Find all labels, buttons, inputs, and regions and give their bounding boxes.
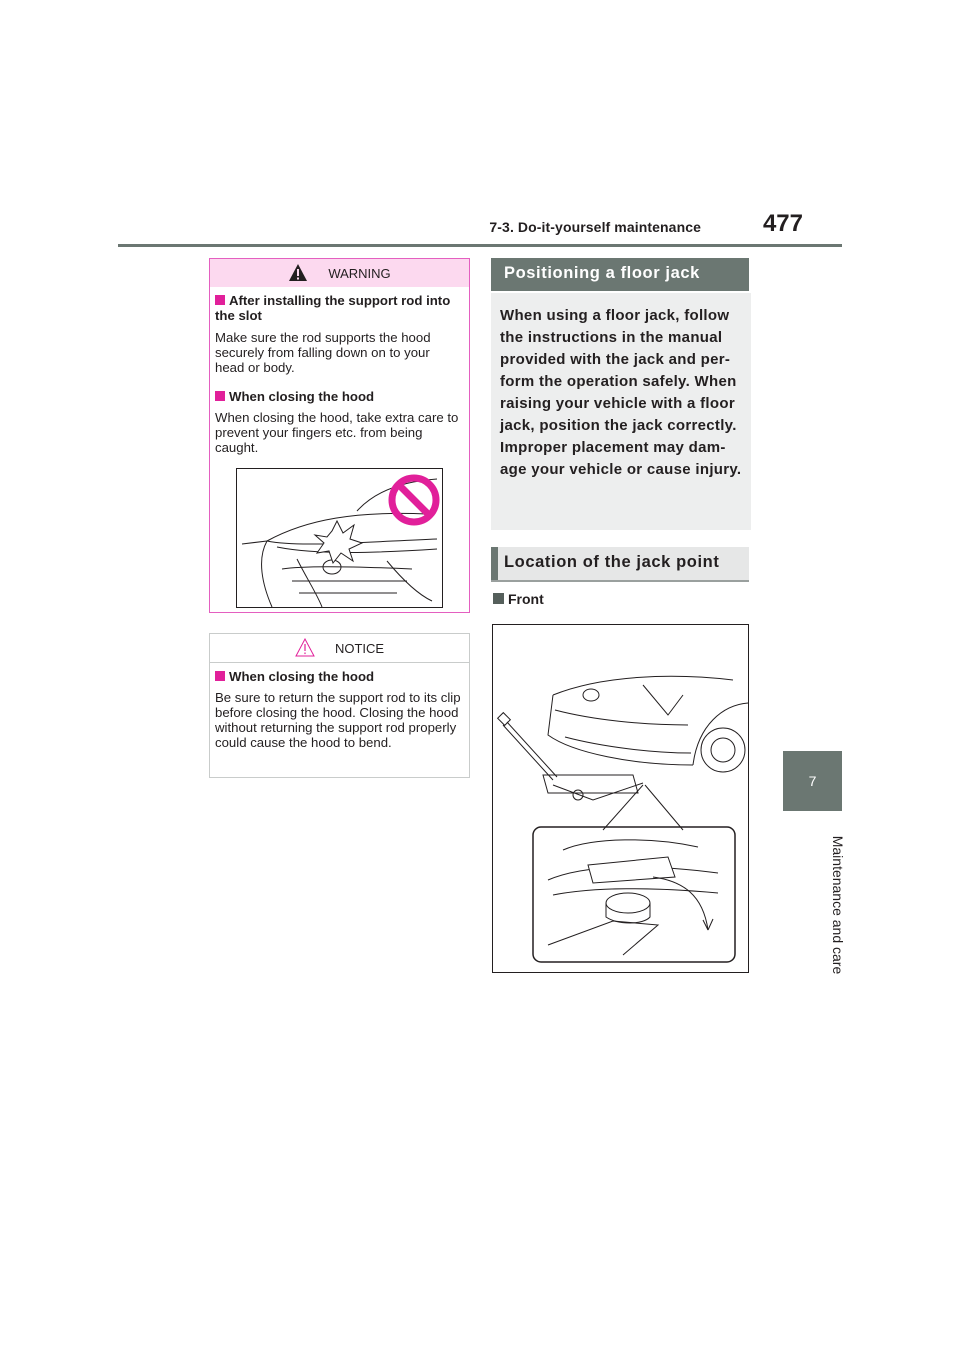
jack-point-heading: Location of the jack point — [504, 553, 720, 571]
caution-triangle-icon — [295, 638, 315, 658]
bullet-square-icon — [215, 295, 225, 305]
chapter-title: Maintenance and care — [830, 835, 846, 975]
notice-label: NOTICE — [334, 640, 385, 656]
header-divider — [118, 244, 842, 247]
heading-stripe — [491, 547, 498, 580]
warning-item-heading: When closing the hood — [215, 389, 460, 404]
warning-label: WARNING — [328, 265, 391, 281]
warning-item-heading: After installing the support rod into the slot — [215, 293, 451, 323]
hood-closing-illustration — [236, 468, 443, 608]
bullet-square-icon — [215, 391, 225, 401]
jack-point-heading-bar — [491, 547, 749, 582]
positioning-intro: When using a floor jack, follow the instructions in the manual provided with the jack and per-form the operation safely. When raising your vehicle with a floor jack, position the jack correctly. Improper placement may dam-age your vehicle or cause injury. — [500, 307, 742, 478]
warning-header — [210, 259, 469, 287]
notice-header — [210, 634, 469, 663]
notice-box — [209, 633, 470, 778]
front-label: Front — [493, 591, 544, 607]
section-title: 7-3. Do-it-yourself maintenance — [489, 219, 701, 235]
chapter-number: 7 — [808, 773, 817, 789]
bullet-square-icon — [215, 671, 225, 681]
notice-item-body: Be sure to return the support rod to its clip before closing the hood. Closing the hood without returning the support rod properly could cause the hood to bend. — [215, 690, 461, 750]
warning-item-body: When closing the hood, take extra care to prevent your fingers etc. from being caught. — [215, 410, 459, 455]
bullet-square-icon — [493, 593, 504, 604]
chapter-tab — [783, 751, 842, 811]
notice-item-heading: When closing the hood — [215, 669, 460, 684]
warning-triangle-icon — [288, 263, 308, 283]
warning-item-body: Make sure the rod supports the hood securely from falling down on to your head or body. — [215, 330, 431, 375]
positioning-heading: Positioning a floor jack — [504, 264, 700, 282]
jack-point-illustration — [492, 624, 749, 973]
page-number: 477 — [762, 210, 803, 237]
positioning-heading-bar — [491, 258, 749, 291]
